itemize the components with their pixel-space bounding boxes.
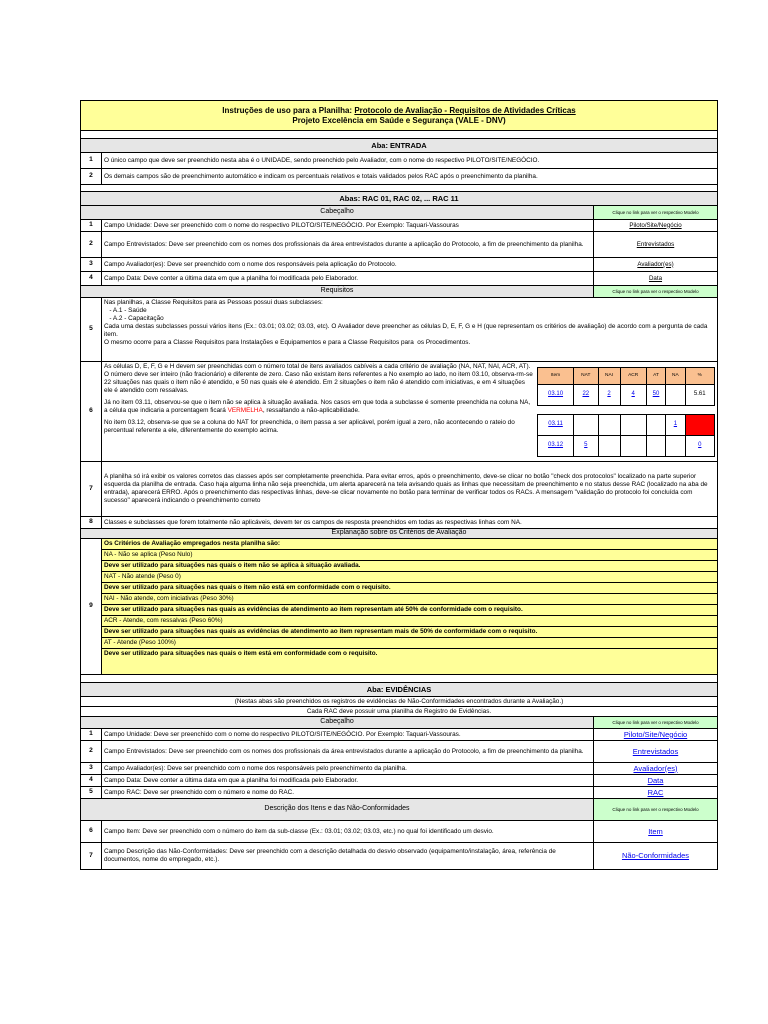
- model-link-note: Clique no link para ver o respectivo Modelo: [593, 717, 717, 728]
- nai-cell[interactable]: 2: [607, 390, 611, 397]
- rac-field-row: [81, 220, 717, 232]
- model-link-note: Clique no link para ver o respectivo Modelo: [593, 206, 717, 219]
- col-at: AT: [646, 367, 665, 384]
- model-link-note: Clique no link para ver o respectivo Modelo: [593, 799, 717, 820]
- header-line2: Projeto Excelência em Saúde e Segurança (VALE - DNV): [292, 115, 506, 125]
- header-prefix: Instruções de uso para a Planilha:: [222, 105, 355, 115]
- model-link-piloto[interactable]: Piloto/Site/Negócio: [623, 729, 688, 739]
- evidencias-field-row: [81, 787, 717, 799]
- item-cell[interactable]: 03.10: [548, 390, 564, 397]
- model-link-piloto[interactable]: Piloto/Site/Negócio: [629, 221, 682, 229]
- example-row: [538, 414, 715, 435]
- evidencias-field-row: [81, 729, 717, 741]
- section-evidencias-title: [81, 683, 717, 697]
- nat-cell[interactable]: 5: [584, 441, 588, 448]
- criteria-list: [102, 539, 717, 674]
- row-number: 5: [81, 298, 102, 361]
- criterion-na-title: NA - Não se aplica (Peso Nulo): [102, 550, 717, 561]
- section-entrada-title: [81, 139, 717, 153]
- evidencias-field-row: [81, 775, 717, 787]
- evidencias-field-row: [81, 763, 717, 775]
- col-acr: ACR: [620, 367, 646, 384]
- criterion-nai-title: NAI - Não atende, com iniciativas (Peso 30%): [102, 594, 717, 605]
- row-number: 6: [81, 821, 102, 842]
- col-item: Item: [538, 367, 574, 384]
- row-6-paragraph: No item 03.12, observa-se que se a coluna do NAT for preenchida, o item passa a ser aplicável, porém igual a zero, não acontecendo o rateio do percentual referente a ele, diferentemente do exemplo acima.: [104, 419, 515, 434]
- criterion-at-title: AT - Atende (Peso 100%): [102, 638, 717, 649]
- explanation-header: [81, 529, 717, 539]
- entrada-title-text: Aba: ENTRADA: [371, 140, 427, 150]
- row-number: 4: [81, 272, 102, 285]
- row-number: 1: [81, 153, 102, 168]
- evidencias-note: [81, 697, 717, 707]
- acr-cell[interactable]: 4: [631, 390, 635, 397]
- row-text: Campo Item: Deve ser preenchido com o número do item da sub-classe (Ex.: 03.01; 03.02; 03.03, etc.) no qual foi identificado um desvio.: [104, 827, 494, 835]
- row-text: Campo Data: Deve conter a última data em que a planilha foi modificada pelo Elaborador.: [104, 274, 358, 282]
- criterion-acr-desc: Deve ser utilizado para situações nas quais as evidências de atendimento ao item representam mais de 50% de conformidade com o requisito.: [102, 627, 717, 638]
- row-number: 7: [81, 843, 102, 869]
- row-6-paragraph: [104, 399, 533, 415]
- row-text: Classes e subclasses que forem totalmente não aplicáveis, devem ter os campos de resposta preenchidos em todas as respectivas linhas com NA.: [104, 518, 522, 526]
- example-table-header: [538, 367, 715, 384]
- rac-cabecalho-header: [81, 206, 717, 220]
- evidencias-field-row: [81, 821, 717, 843]
- requisitos-header: [81, 286, 717, 298]
- criteria-intro: Os Critérios de Avaliação empregados nesta planilha são:: [102, 539, 717, 550]
- row-6-text-part: , ressaltando a não-aplicabilidade.: [262, 407, 360, 414]
- model-link-note: Clique no link para ver o respectivo Modelo: [593, 286, 717, 297]
- row-text: Campo Descrição das Não-Conformidades: Deve ser preenchido com a descrição detalhada do desvio observado (equipamento/instalação, área, referência de documentos, nome do empregado, etc.).: [104, 848, 556, 863]
- pct-cell[interactable]: 0: [698, 441, 702, 448]
- entrada-row: [81, 169, 717, 185]
- spacer: [81, 131, 717, 139]
- example-table: [535, 362, 717, 461]
- rac-field-row: [81, 272, 717, 286]
- row-number: 8: [81, 517, 102, 528]
- evidencias-note: [81, 707, 717, 717]
- example-row: [538, 384, 715, 405]
- row-number: 2: [81, 169, 102, 184]
- row-6-text-part: Já no item 03.11, observou-se que o item não se aplica à situação avaliada. Nos casos em que toda a subclasse é somente preenchida na coluna NA, a célula que indicaria a porcentagem ficará: [104, 399, 531, 414]
- at-cell[interactable]: 50: [652, 390, 660, 397]
- pct-cell: 5.61: [685, 384, 714, 405]
- row-number: 6: [81, 362, 102, 461]
- pct-cell-red: [685, 414, 714, 435]
- row-text: Campo Data: Deve conter a última data em que a planilha foi modificada pelo Elaborador.: [104, 776, 358, 784]
- row-text: Campo Unidade: Deve ser preenchido com o nome do respectivo PILOTO/SITE/NEGÓCIO. Por Exemplo: Taquari-Vassouras: [104, 221, 459, 229]
- header-line1: [222, 106, 575, 116]
- criterion-at-desc: Deve ser utilizado para situações nas quais o item está em conformidade com o requisito.: [104, 650, 378, 657]
- row-text: Campo Avaliador(es): Deve ser preenchido com o nome dos responsáveis pelo preenchimento da planilha.: [104, 764, 407, 772]
- evidencias-cabecalho-header: [81, 717, 717, 729]
- descricao-header: [81, 799, 717, 821]
- model-link-rac[interactable]: RAC: [647, 787, 664, 797]
- model-link-avaliador[interactable]: Avaliador(es): [637, 260, 674, 268]
- sheet-header: [81, 101, 717, 131]
- header-protocol-link[interactable]: Protocolo de Avaliação - Requisitos de Atividades Críticas: [354, 105, 576, 115]
- na-cell[interactable]: 1: [673, 420, 678, 427]
- rac-title-text: Abas: RAC 01, RAC 02, ... RAC 11: [339, 193, 459, 203]
- criterion-nai-desc: Deve ser utilizado para situações nas quais as evidências de atendimento ao item representam até 50% de conformidade com o requisito.: [102, 605, 717, 616]
- rac-row-8: [81, 517, 717, 529]
- row-number: 3: [81, 258, 102, 271]
- row-number: 1: [81, 220, 102, 231]
- criterion-na-desc: Deve ser utilizado para situações nas quais o item não se aplica à situação avaliada.: [102, 561, 717, 572]
- row-text: Campo Avaliador(es): Deve ser preenchido com o nome dos responsáveis pela aplicação do Protocolo.: [104, 260, 397, 268]
- nat-cell[interactable]: 22: [582, 390, 590, 397]
- item-cell[interactable]: 03.12: [548, 441, 564, 448]
- row-number: 5: [81, 787, 102, 798]
- model-link-entrevistados[interactable]: Entrevistados: [632, 746, 679, 756]
- row-number: 2: [81, 232, 102, 257]
- criterion-acr-title: ACR - Atende, com ressalvas (Peso 60%): [102, 616, 717, 627]
- na-cell: [666, 384, 685, 405]
- spacer: [81, 185, 717, 192]
- spacer: [81, 675, 717, 683]
- row-text: A planilha só irá exibir os valores corretos das classes após ser completamente preenchida. Para evitar erros, após o preenchimento, deve-se clicar no botão "check dos protocolos" localizado na parte superior esquerda da planilha de entrada. Caso haja alguma linha não seja preenchida, um alerta aparecerá na tela avisando quais as linhas que necessitam de preenchimento e no status desse RAC (localizado na aba de entrada), aparecerá ERRO. Após o preenchimento das respectivas linhas, deve-se clicar novamente no botão para terminar de verificar todos os RACs. A mensagem "validação do protocolo foi concluída com sucesso" aparecerá indicando o preenchimento correto: [104, 473, 708, 504]
- row-5-line: O mesmo ocorre para a Classe Requisitos para Instalações e Equipamentos e para a Classe Requisitos para os Procedimentos.: [104, 339, 471, 346]
- section-rac-title: [81, 192, 717, 206]
- rac-field-row: [81, 232, 717, 258]
- row-text: Campo Entrevistados: Deve ser preenchido com os nomes dos profissionais da área entrevistados durante a aplicação do Protocolo, a fim de preenchimento da planilha.: [104, 240, 584, 248]
- requisitos-label: Requisitos: [320, 287, 354, 295]
- col-nat: NAT: [574, 367, 599, 384]
- row-6-red-word: VERMELHA: [227, 407, 263, 414]
- model-link-entrevistados[interactable]: Entrevistados: [636, 240, 675, 248]
- rac-field-row: [81, 258, 717, 272]
- rac-row-5: [81, 298, 717, 362]
- row-text: Campo Entrevistados: Deve ser preenchido com os nomes dos profissionais da área entrevistados durante a aplicação do Protocolo, a fim de preenchimento da planilha.: [104, 747, 584, 755]
- row-number: 2: [81, 741, 102, 762]
- item-cell[interactable]: 03.11: [548, 420, 563, 427]
- evidencias-field-row: [81, 741, 717, 763]
- descricao-title: Descrição dos Itens e das Não-Conformidades: [264, 805, 410, 813]
- entrada-row: [81, 153, 717, 169]
- row-number: 7: [81, 462, 102, 516]
- criterion-nat-desc: Deve ser utilizado para situações nas quais o item não está em conformidade com o requisito.: [102, 583, 717, 594]
- col-na: NA: [666, 367, 685, 384]
- model-link-item[interactable]: Item: [648, 826, 663, 836]
- explanation-title: Explanação sobre os Critérios de Avaliação: [331, 529, 467, 537]
- example-row: [538, 435, 715, 456]
- model-link-nao-conformidades[interactable]: Não-Conformidades: [621, 851, 690, 861]
- model-link-data[interactable]: Data: [648, 274, 663, 282]
- evidencias-note-2: Cada RAC deve possuir uma planilha de Registro de Evidências.: [306, 707, 492, 715]
- rac-row-7: [81, 462, 717, 517]
- row-6-text: [102, 362, 535, 461]
- cabecalho-label: Cabeçalho: [320, 718, 354, 726]
- rac-row-9: [81, 539, 717, 675]
- row-text: O único campo que deve ser preenchido nesta aba é o UNIDADE, sendo preenchido pelo Avaliador, com o nome do respectivo PILOTO/SITE/NEGÓCIO.: [104, 156, 540, 164]
- row-5-line: Nas planilhas, a Classe Requisitos para as Pessoas possui duas subclasses:: [104, 299, 323, 306]
- row-5-text: [102, 298, 717, 361]
- row-text: Campo RAC: Deve ser preenchido com o número e nome do RAC.: [104, 788, 295, 796]
- row-text: Os demais campos são de preenchimento automático e indicam os percentuais relativos e totais validados pelos RAC após o preenchimento da planilha.: [104, 172, 538, 180]
- row-number: 1: [81, 729, 102, 740]
- evidencias-field-row: [81, 843, 717, 869]
- row-number: 4: [81, 775, 102, 786]
- row-text: Campo Unidade: Deve ser preenchido com o nome do respectivo PILOTO/SITE/NEGÓCIO. Por Exemplo: Taquari-Vassouras.: [104, 730, 461, 738]
- col-pct: %: [685, 367, 714, 384]
- evidencias-title-text: Aba: EVIDÊNCIAS: [366, 684, 432, 694]
- row-5-line: - A.2 - Capacitação: [104, 315, 164, 322]
- instructions-sheet: [80, 100, 718, 870]
- row-5-line: - A.1 - Saúde: [104, 307, 147, 314]
- model-link-data[interactable]: Data: [647, 775, 664, 785]
- row-6-paragraph: As células D, E, F, G e H devem ser preenchidas com o número total de itens avaliados cabíveis a cada critério de avaliação (NA, NAT, NAI, ACR, AT). O número deve ser inteiro (não fracionário) e diferente de zero. Caso não existam itens referentes a No exemplo ao lado, no item 03.10, observa-rm-se 22 situações nas quais o item não é atendido, e 50 nas quais ele é atendido. Em 2 situações o item não é atendido com iniciativas, e em 4 situações ele é atendido com ressalvas.: [104, 363, 533, 394]
- model-link-avaliador[interactable]: Avaliador(es): [633, 763, 678, 773]
- rac-row-6: [81, 362, 717, 462]
- evidencias-note-1: (Nestas abas são preenchidos os registros de evidências de Não-Conformidades encontrados durante a Avaliação.): [234, 697, 564, 705]
- row-5-line: Cada uma destas subclasses possui vários itens (Ex.: 03.01; 03.02; 03.03, etc). O Avaliador deve preencher as células D, E, F, G e H (que representam os critérios de avaliação) de acordo com a pergunta de cada item.: [104, 323, 710, 338]
- row-number: 9: [81, 539, 102, 674]
- col-nai: NAI: [598, 367, 620, 384]
- cabecalho-label: Cabeçalho: [320, 208, 354, 216]
- criterion-nat-title: NAT - Não atende (Peso 0): [102, 572, 717, 583]
- row-number: 3: [81, 763, 102, 774]
